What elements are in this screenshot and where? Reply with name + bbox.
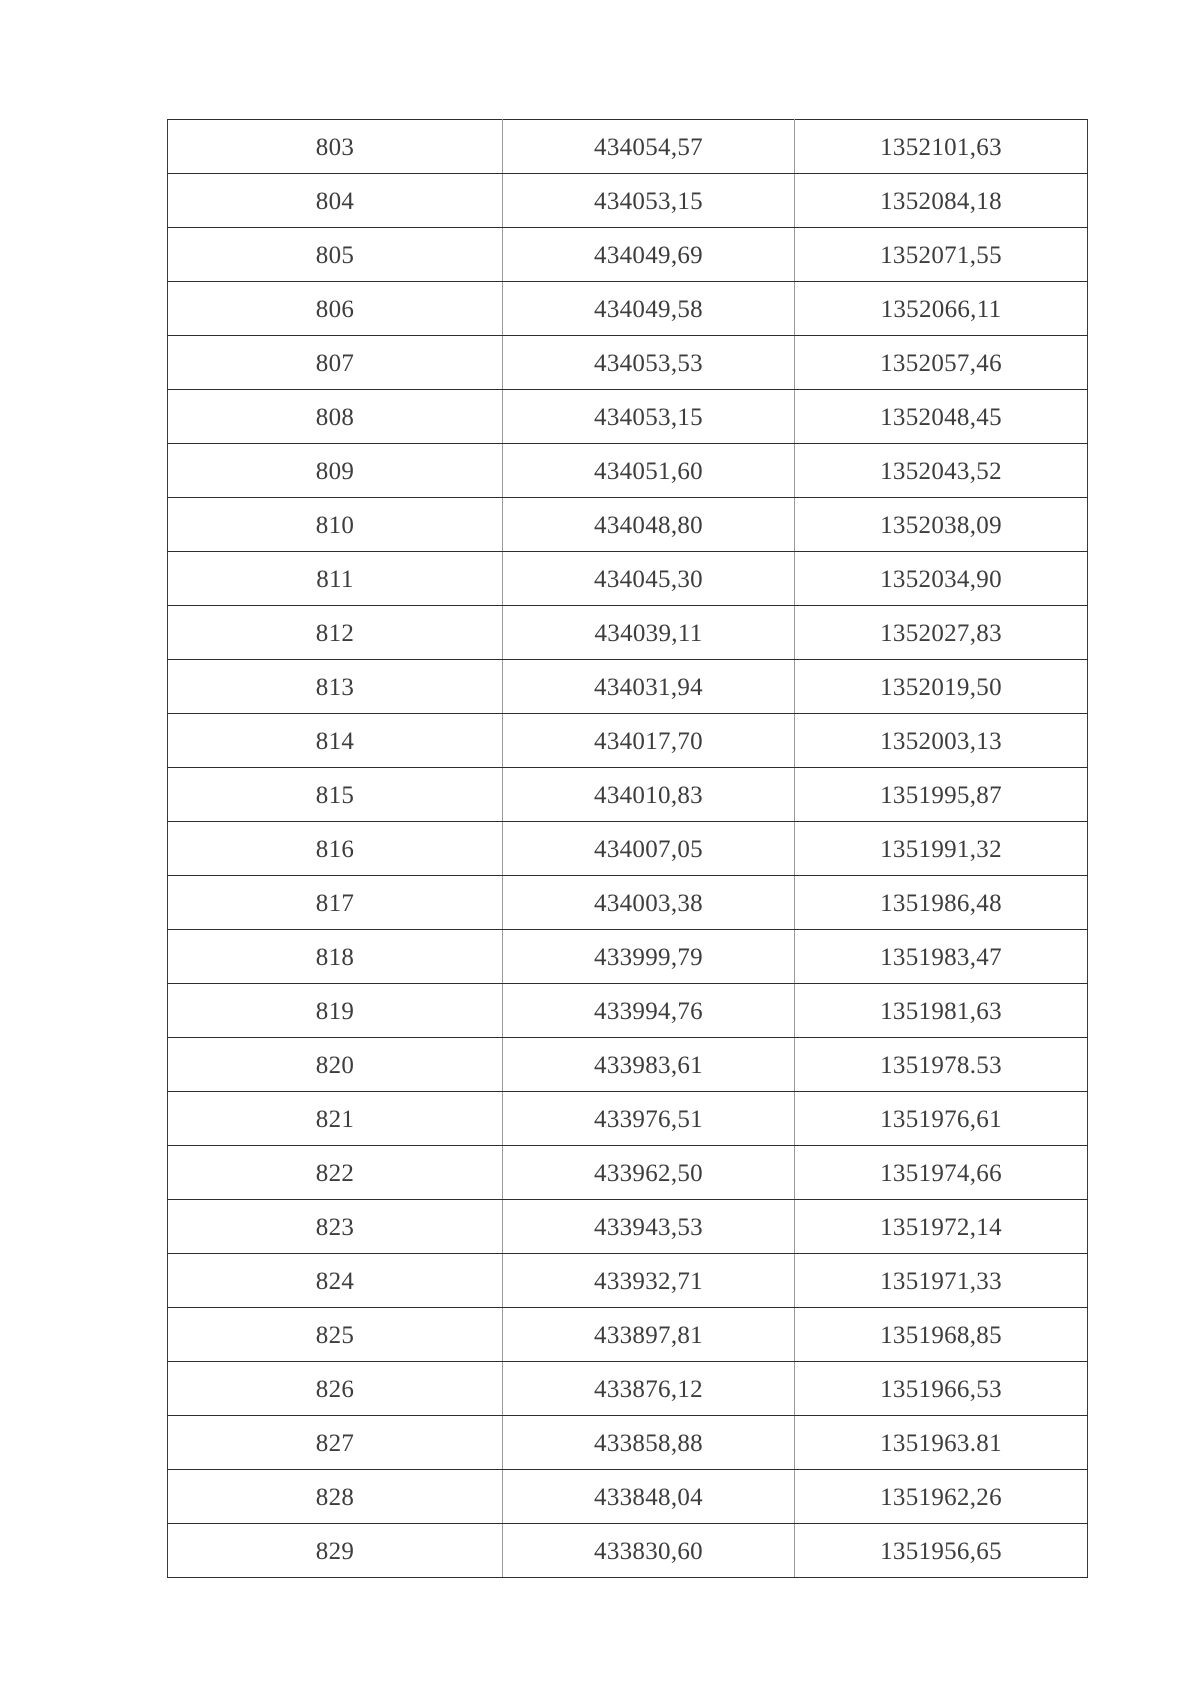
y-coordinate-cell <box>795 1146 1088 1200</box>
cell-text: 434045,30 <box>594 565 703 593</box>
cell-text: 828 <box>315 1483 355 1511</box>
cell-text: 1352019,50 <box>880 673 1002 701</box>
cell-text: 807 <box>315 349 355 377</box>
cell-text: 825 <box>315 1321 355 1349</box>
y-coordinate-cell <box>795 1416 1088 1470</box>
cell-text: 1352048,45 <box>880 403 1002 431</box>
x-coordinate-cell <box>503 606 795 660</box>
table-row <box>168 1470 1088 1524</box>
cell-text: 1351986,48 <box>880 889 1002 917</box>
x-coordinate-cell <box>503 876 795 930</box>
cell-text: 433943,53 <box>594 1213 703 1241</box>
table-row <box>168 984 1088 1038</box>
y-coordinate-cell <box>795 1524 1088 1578</box>
x-coordinate-cell <box>503 768 795 822</box>
cell-text: 1351956,65 <box>880 1537 1002 1565</box>
y-coordinate-cell <box>795 498 1088 552</box>
table-row <box>168 120 1088 174</box>
cell-text: 433962,50 <box>594 1159 703 1187</box>
cell-text: 815 <box>315 781 355 809</box>
cell-text: 434053,15 <box>594 187 703 215</box>
table-row <box>168 390 1088 444</box>
cell-text: 1351983,47 <box>880 943 1002 971</box>
y-coordinate-cell <box>795 1038 1088 1092</box>
y-coordinate-cell <box>795 174 1088 228</box>
cell-text: 434049,69 <box>594 241 703 269</box>
cell-text: 806 <box>315 295 355 323</box>
point-number-cell <box>168 822 503 876</box>
point-number-cell <box>168 1038 503 1092</box>
x-coordinate-cell <box>503 228 795 282</box>
y-coordinate-cell <box>795 768 1088 822</box>
y-coordinate-cell <box>795 552 1088 606</box>
x-coordinate-cell <box>503 1362 795 1416</box>
y-coordinate-cell <box>795 1254 1088 1308</box>
point-number-cell <box>168 174 503 228</box>
y-coordinate-cell <box>795 1308 1088 1362</box>
point-number-cell <box>168 714 503 768</box>
cell-text: 804 <box>315 187 355 215</box>
cell-text: 434048,80 <box>594 511 703 539</box>
cell-text: 434051,60 <box>594 457 703 485</box>
table-row <box>168 1146 1088 1200</box>
cell-text: 1351978.53 <box>880 1051 1002 1079</box>
cell-text: 1351981,63 <box>880 997 1002 1025</box>
cell-text: 1352066,11 <box>880 295 1002 323</box>
point-number-cell <box>168 876 503 930</box>
x-coordinate-cell <box>503 390 795 444</box>
y-coordinate-cell <box>795 282 1088 336</box>
table-row <box>168 768 1088 822</box>
cell-text: 434031,94 <box>594 673 703 701</box>
point-number-cell <box>168 282 503 336</box>
point-number-cell <box>168 768 503 822</box>
cell-text: 829 <box>315 1537 355 1565</box>
point-number-cell <box>168 444 503 498</box>
x-coordinate-cell <box>503 120 795 174</box>
y-coordinate-cell <box>795 390 1088 444</box>
cell-text: 1351976,61 <box>880 1105 1002 1133</box>
x-coordinate-cell <box>503 1254 795 1308</box>
x-coordinate-cell <box>503 984 795 1038</box>
x-coordinate-cell <box>503 1308 795 1362</box>
cell-text: 814 <box>315 727 355 755</box>
x-coordinate-cell <box>503 660 795 714</box>
cell-text: 1351972,14 <box>880 1213 1002 1241</box>
y-coordinate-cell <box>795 984 1088 1038</box>
point-number-cell <box>168 228 503 282</box>
x-coordinate-cell <box>503 1038 795 1092</box>
coordinates-table-body <box>168 120 1088 1578</box>
cell-text: 434003,38 <box>594 889 703 917</box>
x-coordinate-cell <box>503 1416 795 1470</box>
cell-text: 1352003,13 <box>880 727 1002 755</box>
y-coordinate-cell <box>795 1470 1088 1524</box>
x-coordinate-cell <box>503 174 795 228</box>
cell-text: 810 <box>315 511 355 539</box>
cell-text: 433994,76 <box>594 997 703 1025</box>
cell-text: 1351962,26 <box>880 1483 1002 1511</box>
cell-text: 1351963.81 <box>880 1429 1002 1457</box>
cell-text: 821 <box>315 1105 355 1133</box>
cell-text: 434049,58 <box>594 295 703 323</box>
point-number-cell <box>168 120 503 174</box>
cell-text: 822 <box>315 1159 355 1187</box>
cell-text: 1351966,53 <box>880 1375 1002 1403</box>
table-row <box>168 876 1088 930</box>
y-coordinate-cell <box>795 228 1088 282</box>
cell-text: 434053,15 <box>594 403 703 431</box>
x-coordinate-cell <box>503 336 795 390</box>
cell-text: 434017,70 <box>594 727 703 755</box>
table-row <box>168 282 1088 336</box>
y-coordinate-cell <box>795 1092 1088 1146</box>
point-number-cell <box>168 1308 503 1362</box>
cell-text: 1351974,66 <box>880 1159 1002 1187</box>
cell-text: 1352101,63 <box>880 133 1002 161</box>
x-coordinate-cell <box>503 1524 795 1578</box>
cell-text: 433976,51 <box>594 1105 703 1133</box>
point-number-cell <box>168 660 503 714</box>
point-number-cell <box>168 552 503 606</box>
cell-text: 803 <box>315 133 355 161</box>
y-coordinate-cell <box>795 660 1088 714</box>
point-number-cell <box>168 1416 503 1470</box>
y-coordinate-cell <box>795 930 1088 984</box>
table-row <box>168 1416 1088 1470</box>
point-number-cell <box>168 1362 503 1416</box>
point-number-cell <box>168 336 503 390</box>
x-coordinate-cell <box>503 1470 795 1524</box>
y-coordinate-cell <box>795 120 1088 174</box>
point-number-cell <box>168 498 503 552</box>
table-row <box>168 606 1088 660</box>
cell-text: 434053,53 <box>594 349 703 377</box>
cell-text: 434007,05 <box>594 835 703 863</box>
point-number-cell <box>168 1146 503 1200</box>
x-coordinate-cell <box>503 714 795 768</box>
table-row <box>168 336 1088 390</box>
table-row <box>168 174 1088 228</box>
table-row <box>168 1200 1088 1254</box>
x-coordinate-cell <box>503 498 795 552</box>
cell-text: 434010,83 <box>594 781 703 809</box>
cell-text: 817 <box>315 889 355 917</box>
cell-text: 820 <box>315 1051 355 1079</box>
point-number-cell <box>168 930 503 984</box>
cell-text: 1352034,90 <box>880 565 1002 593</box>
cell-text: 826 <box>315 1375 355 1403</box>
table-row <box>168 660 1088 714</box>
cell-text: 824 <box>315 1267 355 1295</box>
cell-text: 805 <box>315 241 355 269</box>
cell-text: 433999,79 <box>594 943 703 971</box>
cell-text: 433848,04 <box>594 1483 703 1511</box>
point-number-cell <box>168 606 503 660</box>
cell-text: 811 <box>316 565 354 593</box>
table-row <box>168 498 1088 552</box>
cell-text: 823 <box>315 1213 355 1241</box>
cell-text: 434054,57 <box>594 133 703 161</box>
cell-text: 1351971,33 <box>880 1267 1002 1295</box>
cell-text: 812 <box>315 619 355 647</box>
table-row <box>168 552 1088 606</box>
point-number-cell <box>168 1254 503 1308</box>
table-row <box>168 714 1088 768</box>
point-number-cell <box>168 984 503 1038</box>
table-row <box>168 1362 1088 1416</box>
cell-text: 1352057,46 <box>880 349 1002 377</box>
table-row <box>168 444 1088 498</box>
point-number-cell <box>168 1092 503 1146</box>
cell-text: 819 <box>315 997 355 1025</box>
y-coordinate-cell <box>795 1362 1088 1416</box>
cell-text: 1351991,32 <box>880 835 1002 863</box>
x-coordinate-cell <box>503 282 795 336</box>
x-coordinate-cell <box>503 1200 795 1254</box>
cell-text: 818 <box>315 943 355 971</box>
table-row <box>168 1038 1088 1092</box>
x-coordinate-cell <box>503 822 795 876</box>
cell-text: 433858,88 <box>594 1429 703 1457</box>
cell-text: 808 <box>315 403 355 431</box>
cell-text: 434039,11 <box>594 619 703 647</box>
point-number-cell <box>168 1470 503 1524</box>
x-coordinate-cell <box>503 1146 795 1200</box>
cell-text: 433897,81 <box>594 1321 703 1349</box>
cell-text: 433830,60 <box>594 1537 703 1565</box>
cell-text: 1352027,83 <box>880 619 1002 647</box>
y-coordinate-cell <box>795 1200 1088 1254</box>
cell-text: 1352071,55 <box>880 241 1002 269</box>
y-coordinate-cell <box>795 336 1088 390</box>
table-row <box>168 1524 1088 1578</box>
point-number-cell <box>168 390 503 444</box>
cell-text: 827 <box>315 1429 355 1457</box>
y-coordinate-cell <box>795 876 1088 930</box>
cell-text: 433983,61 <box>594 1051 703 1079</box>
table-row <box>168 930 1088 984</box>
x-coordinate-cell <box>503 1092 795 1146</box>
table-row <box>168 228 1088 282</box>
cell-text: 1352038,09 <box>880 511 1002 539</box>
cell-text: 813 <box>315 673 355 701</box>
cell-text: 433876,12 <box>594 1375 703 1403</box>
x-coordinate-cell <box>503 930 795 984</box>
cell-text: 809 <box>315 457 355 485</box>
y-coordinate-cell <box>795 444 1088 498</box>
y-coordinate-cell <box>795 714 1088 768</box>
cell-text: 433932,71 <box>594 1267 703 1295</box>
x-coordinate-cell <box>503 444 795 498</box>
cell-text: 816 <box>315 835 355 863</box>
y-coordinate-cell <box>795 606 1088 660</box>
y-coordinate-cell <box>795 822 1088 876</box>
point-number-cell <box>168 1200 503 1254</box>
cell-text: 1351995,87 <box>880 781 1002 809</box>
cell-text: 1352084,18 <box>880 187 1002 215</box>
point-number-cell <box>168 1524 503 1578</box>
table-row <box>168 822 1088 876</box>
table-row <box>168 1092 1088 1146</box>
table-row <box>168 1254 1088 1308</box>
cell-text: 1351968,85 <box>880 1321 1002 1349</box>
table-row <box>168 1308 1088 1362</box>
cell-text: 1352043,52 <box>880 457 1002 485</box>
x-coordinate-cell <box>503 552 795 606</box>
coordinates-table <box>167 119 1088 1578</box>
